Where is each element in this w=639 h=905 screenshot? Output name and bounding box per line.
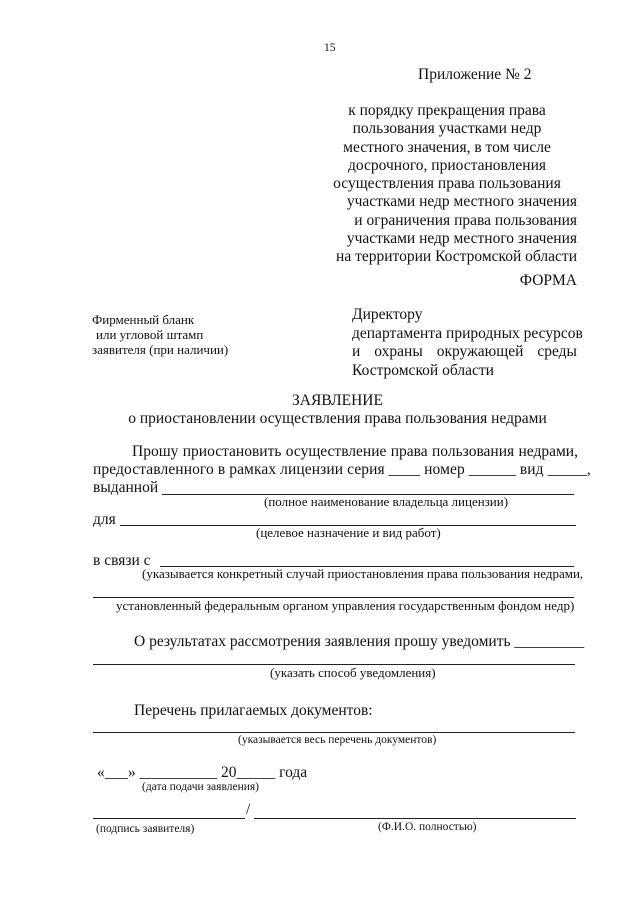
docs-hint: (указывается весь перечень документов) [238, 734, 437, 746]
word: приостановить [182, 443, 282, 460]
letterhead-line: Фирменный бланк [92, 312, 195, 327]
issued-label: выданной [93, 479, 159, 496]
para1-line2: предоставленного в рамках лицензии серия ____ номер ______ вид _____, [93, 461, 591, 478]
letterhead-line: или угловой штамп [96, 327, 204, 342]
for-label: для [93, 511, 116, 528]
appendix-line: участками недр местного значения [346, 230, 577, 248]
issued-hint: (полное наименование владельца лицензии) [264, 494, 509, 509]
form-label: ФОРМА [519, 272, 577, 289]
notify-hint: (указать способ уведомления) [270, 665, 436, 680]
fullname-input-line[interactable] [254, 818, 576, 819]
letterhead-block [92, 312, 228, 357]
page-number: 15 [324, 42, 336, 54]
notify-text: О результатах рассмотрения заявления прошу уведомить _________ [134, 633, 585, 650]
for-hint: (целевое назначение и вид работ) [256, 525, 441, 540]
date-text: «___» __________ 20_____ года [97, 764, 308, 781]
signature-hint: (подпись заявителя) [96, 823, 195, 835]
letterhead-line: заявителя (при наличии) [92, 342, 229, 357]
word: и [352, 343, 361, 360]
docs-input-line[interactable] [93, 732, 575, 733]
reason-label: в связи с [93, 552, 151, 569]
appendix-line: на территории Костромской области [336, 248, 577, 266]
signature-slash: / [246, 801, 251, 818]
appendix-line: к порядку прекращения права [348, 102, 546, 119]
addressee-line-justified [352, 343, 577, 362]
word: осуществление [285, 443, 387, 460]
word: права [390, 443, 428, 460]
date-hint: (дата подачи заявления) [142, 781, 259, 793]
appendix-line: досрочного, приостановления [347, 156, 546, 174]
appendix-line: осуществления права пользования [333, 175, 561, 193]
addressee-block [352, 306, 583, 380]
signature-input-line[interactable] [93, 818, 245, 819]
word: окружающей [436, 343, 524, 360]
document-title: ЗАЯВЛЕНИЕ [292, 392, 383, 409]
reason-hint: (указывается конкретный случай приостановления права пользования недрами, [142, 566, 584, 581]
appendix-line: и ограничения права пользования [354, 211, 577, 229]
word: среды [537, 343, 577, 360]
word: Прошу [132, 443, 179, 460]
reason-hint-2: установленный федеральным органом управления государственным фондом недр) [116, 598, 575, 613]
addressee-line: Костромской области [352, 361, 494, 379]
document-subtitle: о приостановлении осуществления права пользования недрами [128, 410, 547, 427]
appendix-line: пользования участками недр [352, 120, 542, 138]
word: охраны [374, 343, 423, 360]
word: пользования [432, 443, 515, 460]
appendix-title: Приложение № 2 [418, 66, 532, 83]
appendix-block [277, 102, 577, 267]
appendix-line: местного значения, в том числе [343, 138, 551, 156]
appendix-line: участками недр местного значения [346, 193, 577, 211]
para1-line1 [132, 443, 578, 461]
fullname-hint: (Ф.И.О. полностью) [378, 821, 477, 833]
addressee-line: департамента природных ресурсов [352, 324, 583, 342]
word: недрами, [518, 443, 578, 460]
docs-text: Перечень прилагаемых документов: [134, 702, 373, 719]
addressee-title: Директору [352, 306, 423, 323]
